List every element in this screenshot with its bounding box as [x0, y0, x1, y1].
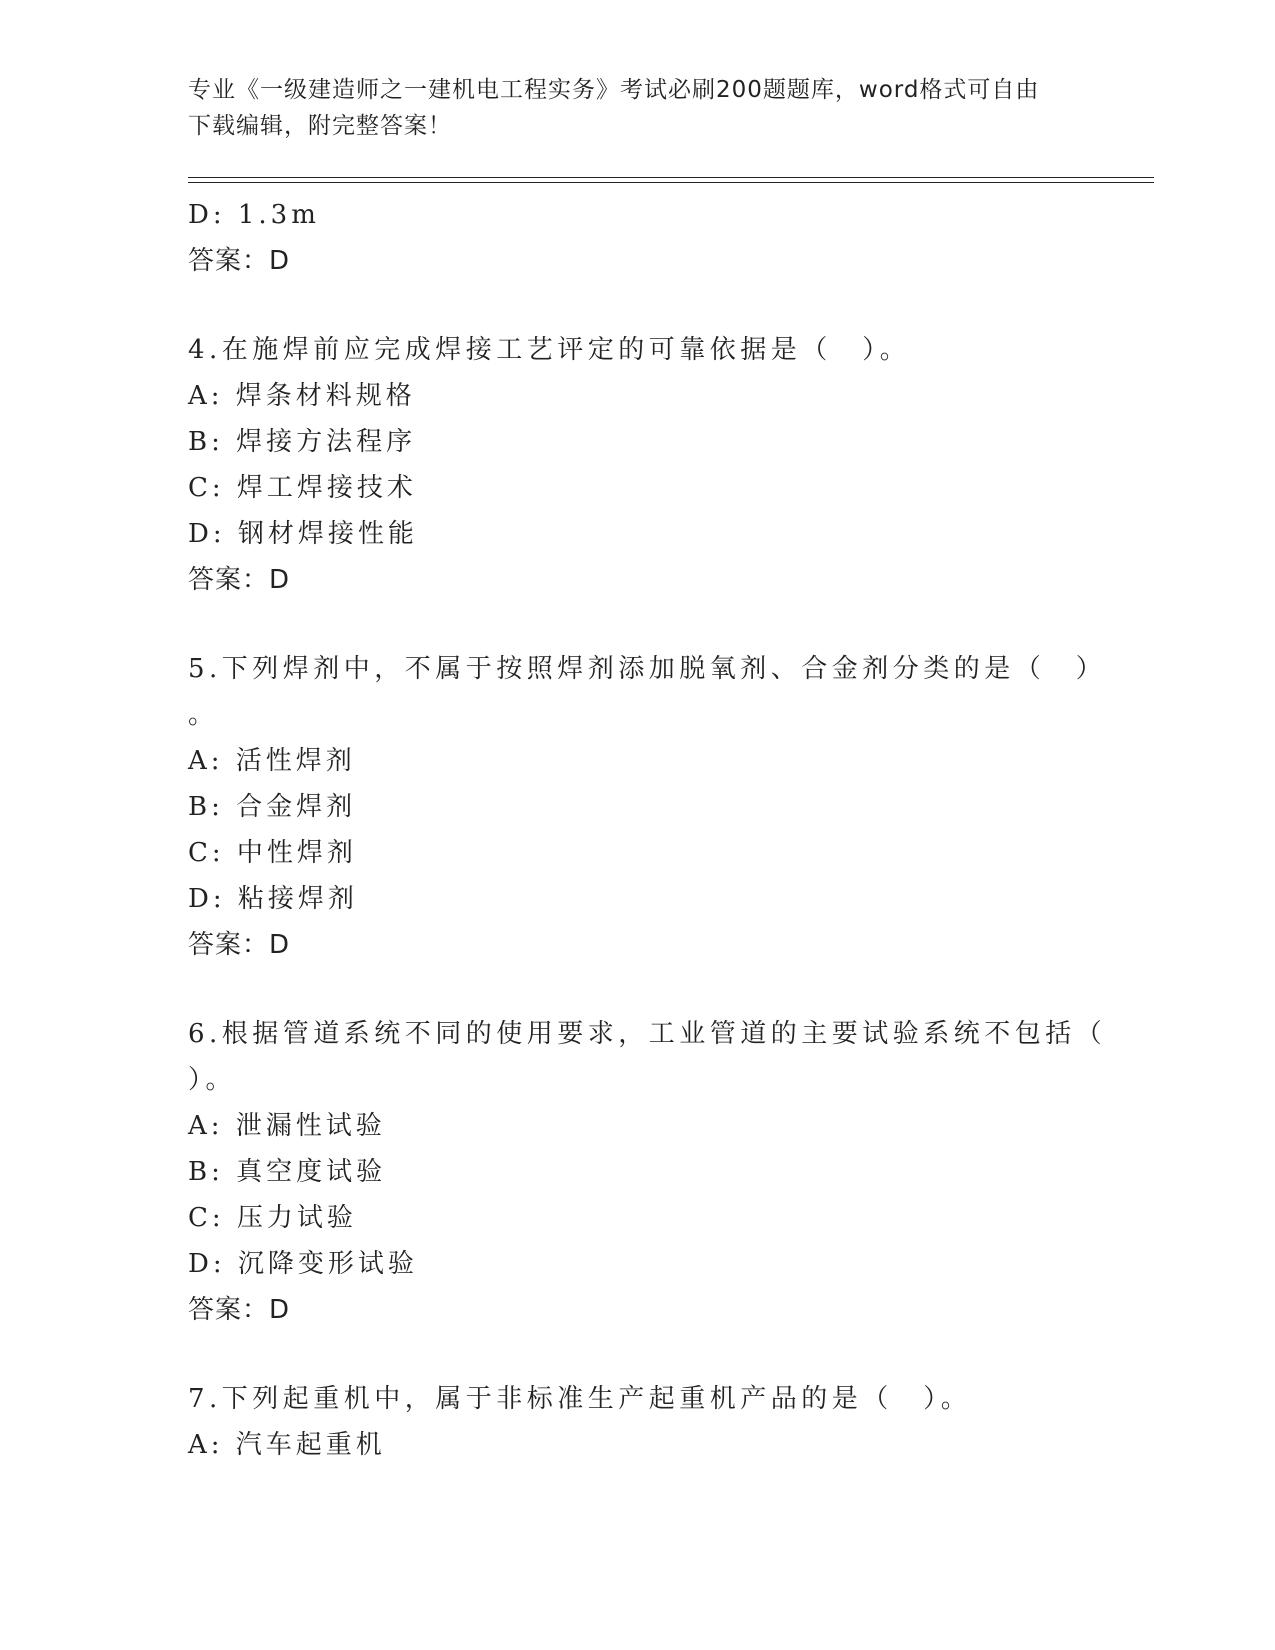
question-5-option-b: B: 合金焊剂	[188, 792, 357, 822]
option-d: D: 1.3m	[188, 200, 320, 230]
question-6-option-c: C: 压力试验	[188, 1203, 357, 1233]
document-body	[188, 192, 1107, 1468]
question-5-option-a: A: 活性焊剂	[188, 746, 356, 776]
header-line-2: 下载编辑，附完整答案！	[188, 113, 452, 139]
question-4-option-d: D: 钢材焊接性能	[188, 519, 418, 549]
question-5-stem: 5.下列焊剂中，不属于按照焊剂添加脱氧剂、合金剂分类的是（ ）	[188, 654, 1107, 684]
question-6-stem: 6.根据管道系统不同的使用要求，工业管道的主要试验系统不包括（	[188, 1019, 1107, 1049]
question-6-option-b: B: 真空度试验	[188, 1157, 387, 1187]
answer: 答案：D	[188, 246, 291, 276]
question-6-option-d: D: 沉降变形试验	[188, 1249, 418, 1279]
question-4-option-b: B: 焊接方法程序	[188, 427, 417, 457]
question-4-stem: 4.在施焊前应完成焊接工艺评定的可靠依据是（ ）。	[188, 335, 911, 365]
question-5-option-c: C: 中性焊剂	[188, 838, 357, 868]
header-rule-top	[188, 177, 1154, 178]
question-5-answer: 答案：D	[188, 930, 291, 960]
question-6-option-a: A: 泄漏性试验	[188, 1111, 386, 1141]
header-line-1: 专业《一级建造师之一建机电工程实务》考试必刷200题题库，word格式可自由	[188, 77, 1040, 103]
question-4-option-a: A: 焊条材料规格	[188, 381, 416, 411]
question-6-answer: 答案：D	[188, 1295, 291, 1325]
header-rule-bottom	[188, 182, 1154, 183]
document-header	[188, 72, 1068, 144]
question-7-option-a: A: 汽车起重机	[188, 1430, 386, 1460]
question-5-stem-continued: 。	[188, 700, 219, 730]
question-4-option-c: C: 焊工焊接技术	[188, 473, 417, 503]
question-5-option-d: D: 粘接焊剂	[188, 884, 358, 914]
question-6-stem-continued: ）。	[188, 1065, 237, 1095]
question-4-answer: 答案：D	[188, 565, 291, 595]
question-7-stem: 7.下列起重机中，属于非标准生产起重机产品的是（ ）。	[188, 1384, 972, 1414]
